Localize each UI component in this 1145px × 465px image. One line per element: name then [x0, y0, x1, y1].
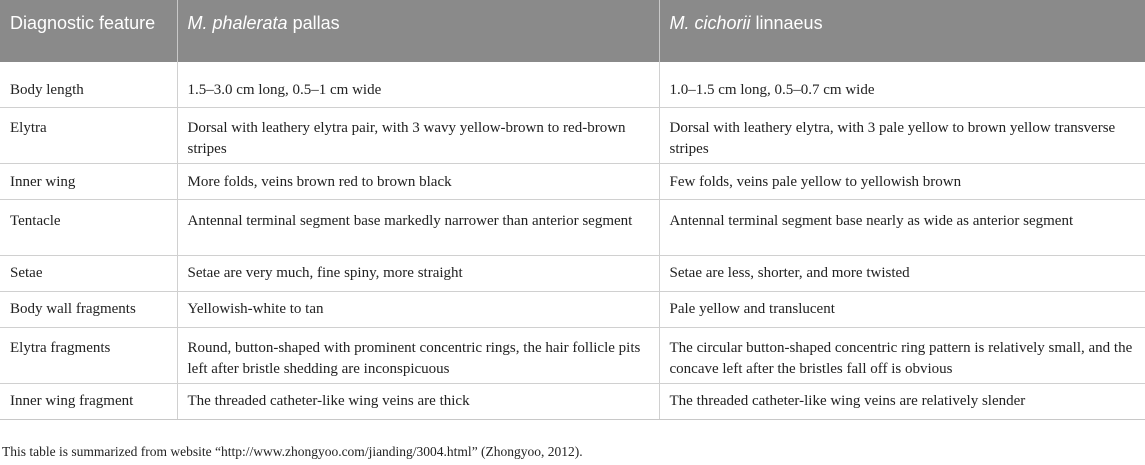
cell-cichorii: Pale yellow and translucent [659, 291, 1145, 327]
cell-cichorii: 1.0–1.5 cm long, 0.5–0.7 cm wide [659, 62, 1145, 107]
table-header-row [0, 0, 1145, 62]
cell-feature: Inner wing [0, 163, 177, 199]
table-row [0, 255, 1145, 291]
table-row [0, 107, 1145, 163]
cell-cichorii: Dorsal with leathery elytra, with 3 pale yellow to brown yellow transverse stripes [659, 107, 1145, 163]
cell-feature: Body wall fragments [0, 291, 177, 327]
header-species-cichorii [659, 0, 1145, 62]
footnote-suffix: ” (Zhongyoo, 2012). [471, 444, 583, 459]
header-cichorii-author: linnaeus [750, 13, 823, 33]
cell-cichorii: The threaded catheter-like wing veins are relatively slender [659, 383, 1145, 419]
cell-cichorii: Antennal terminal segment base nearly as wide as anterior segment [659, 199, 1145, 255]
header-species-phalerata [177, 0, 659, 62]
cell-cichorii: Few folds, veins pale yellow to yellowish brown [659, 163, 1145, 199]
header-phalerata-author: pallas [287, 13, 340, 33]
header-phalerata-genus: M. phalerata [187, 13, 288, 33]
header-diagnostic-feature: Diagnostic feature [0, 0, 177, 62]
header-cichorii-genus: M. cichorii [669, 13, 751, 33]
cell-phalerata: Antennal terminal segment base markedly narrower than anterior segment [177, 199, 659, 255]
cell-phalerata: Yellowish-white to tan [177, 291, 659, 327]
cell-phalerata: Dorsal with leathery elytra pair, with 3 wavy yellow-brown to red-brown stripes [177, 107, 659, 163]
cell-phalerata: 1.5–3.0 cm long, 0.5–1 cm wide [177, 62, 659, 107]
table-row [0, 199, 1145, 255]
table-row [0, 163, 1145, 199]
table-footnote [2, 444, 583, 460]
cell-phalerata: More folds, veins brown red to brown black [177, 163, 659, 199]
footnote-link[interactable]: http://www.zhongyoo.com/jianding/3004.html [220, 444, 472, 459]
cell-phalerata: The threaded catheter-like wing veins are thick [177, 383, 659, 419]
cell-feature: Tentacle [0, 199, 177, 255]
cell-feature: Inner wing fragment [0, 383, 177, 419]
cell-phalerata: Setae are very much, fine spiny, more straight [177, 255, 659, 291]
table-row [0, 62, 1145, 107]
cell-feature: Elytra fragments [0, 327, 177, 383]
table-row [0, 383, 1145, 419]
cell-cichorii: Setae are less, shorter, and more twisted [659, 255, 1145, 291]
table-row [0, 291, 1145, 327]
cell-feature: Elytra [0, 107, 177, 163]
cell-phalerata: Round, button-shaped with prominent concentric rings, the hair follicle pits left after bristle shedding are inconspicuous [177, 327, 659, 383]
cell-cichorii: The circular button-shaped concentric ring pattern is relatively small, and the concave left after the bristles fall off is obvious [659, 327, 1145, 383]
footnote-prefix: This table is summarized from website “ [2, 444, 221, 459]
cell-feature: Body length [0, 62, 177, 107]
table-row [0, 327, 1145, 383]
cell-feature: Setae [0, 255, 177, 291]
